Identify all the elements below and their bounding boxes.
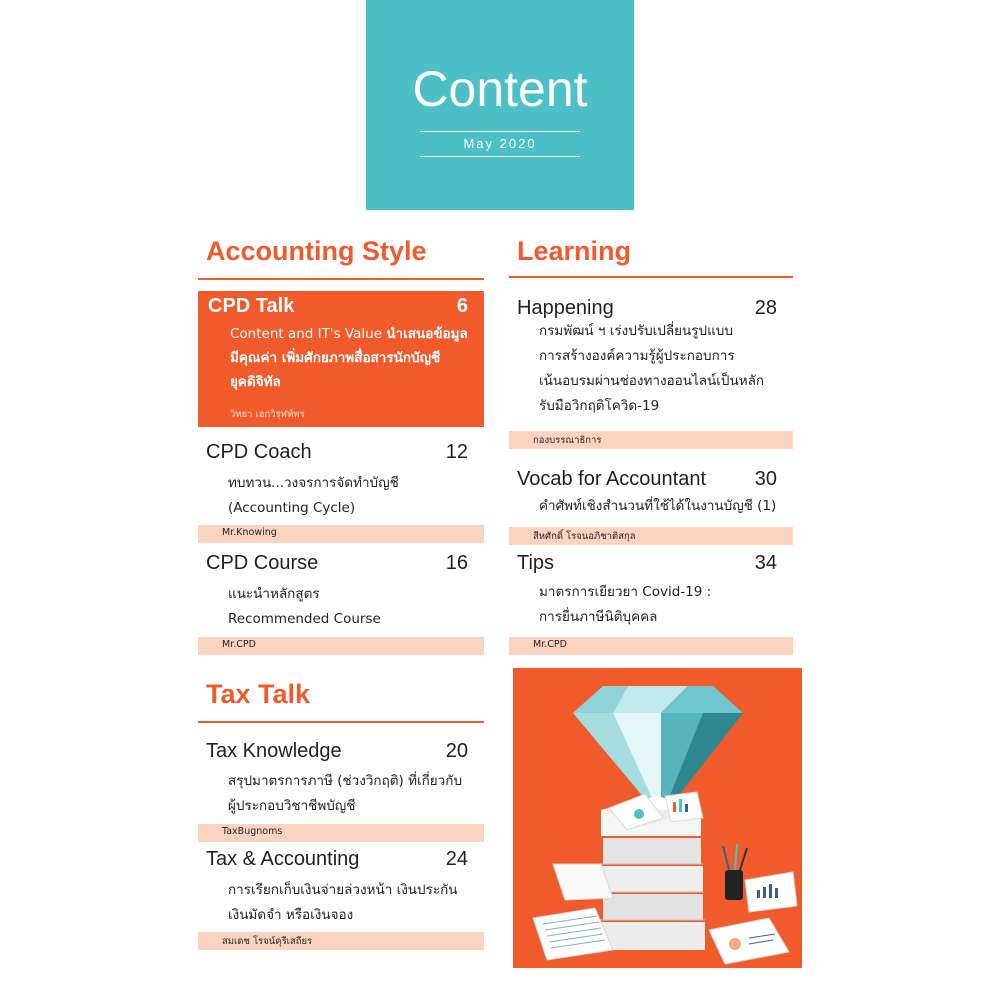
divider [420,131,580,132]
content-header [366,0,634,210]
author-name: สีหศักดิ์ โรจนอภิชาติสกุล [533,531,636,542]
author-bar [198,932,484,950]
entry-tips[interactable] [517,552,793,656]
author-name: วิทยา เอกวิรุฬห์พร [230,409,305,420]
author-bar [509,527,793,545]
entry-title: CPD Talk [208,295,295,317]
page-number: 6 [456,295,468,317]
entry-title: Tips [517,552,555,574]
entry-title: Happening [517,297,614,319]
page-number: 30 [754,468,777,490]
section-rule [198,278,484,280]
page-number: 16 [445,552,468,574]
author-name: TaxBugnoms [222,826,283,837]
author-name: กองบรรณาธิการ [533,435,602,446]
entry-description: การเรียกเก็บเงินจ่ายล่วงหน้า เงินประกัน เงินมัดจำ หรือเงินจอง [228,882,458,923]
diamond-on-papers-illustration [513,668,802,968]
entry-vocab-for-accountant[interactable] [517,468,793,544]
entry-title: CPD Coach [206,441,312,463]
entry-description: Content and IT's Value นำเสนอข้อมูล มีคุณค่า เพิ่มศักยภาพสื่อสารนักบัญชี ยุคดิจิทัล [230,326,468,390]
author-bar [198,637,484,655]
section-rule [198,721,484,723]
page-number: 12 [445,441,468,463]
entry-title: Tax & Accounting [206,848,360,870]
divider [420,156,580,157]
author-bar [198,525,484,543]
illustration-icon [513,668,802,968]
entry-description: มาตรการเยียวยา Covid-19 : การยื่นภาษีนิติบุคคล [539,584,712,625]
entry-description: สรุปมาตรการภาษี (ช่วงวิกฤติ) ที่เกี่ยวกับ ผู้ประกอบวิชาชีพบัญชี [228,773,463,814]
entry-tax-knowledge[interactable] [206,740,484,840]
entry-title: Vocab for Accountant [517,468,707,490]
issue-date: May 2020 [463,136,537,151]
entry-description: กรมพัฒน์ ฯ เร่งปรับเปลี่ยนรูปแบบ การสร้างองค์ความรู้ผู้ประกอบการ เน้นอบรมผ่านช่องทางออนไลน์เป็นหลัก รับมือวิกฤติโควิด-19 [539,323,765,414]
section-accounting-style: Accounting Style [206,236,427,266]
author-name: Mr.CPD [533,639,567,650]
page-number: 28 [754,297,777,319]
section-tax-talk: Tax Talk [206,679,311,709]
featured-entry-cpd-talk[interactable] [198,291,484,427]
page-number: 34 [754,552,777,574]
author-name: Mr.CPD [222,639,256,650]
entry-description: แนะนำหลักสูตร Recommended Course [228,586,381,627]
entry-happening[interactable] [517,297,793,451]
author-name: สมเดช โรจน์คุรีเสถียร [222,936,313,947]
section-learning: Learning [517,236,632,266]
entry-description: ทบทวน...วงจรการจัดทำบัญชี (Accounting Cycle) [228,475,399,516]
page-number: 24 [445,848,468,870]
author-name: Mr.Knowing [222,527,277,538]
entry-title: CPD Course [206,552,319,574]
entry-title: Tax Knowledge [206,740,342,762]
entry-cpd-coach[interactable] [206,441,484,541]
page-number: 20 [445,740,468,762]
entry-tax-accounting[interactable] [206,848,484,950]
entry-cpd-course[interactable] [206,552,484,656]
page-title: Content [412,61,588,117]
section-rule [509,276,793,278]
author-bar [509,431,793,449]
author-bar [509,637,793,655]
entry-description: คำศัพท์เชิงสำนวนที่ใช้ได้ในงานบัญชี (1) [539,498,777,514]
author-bar [198,824,484,842]
